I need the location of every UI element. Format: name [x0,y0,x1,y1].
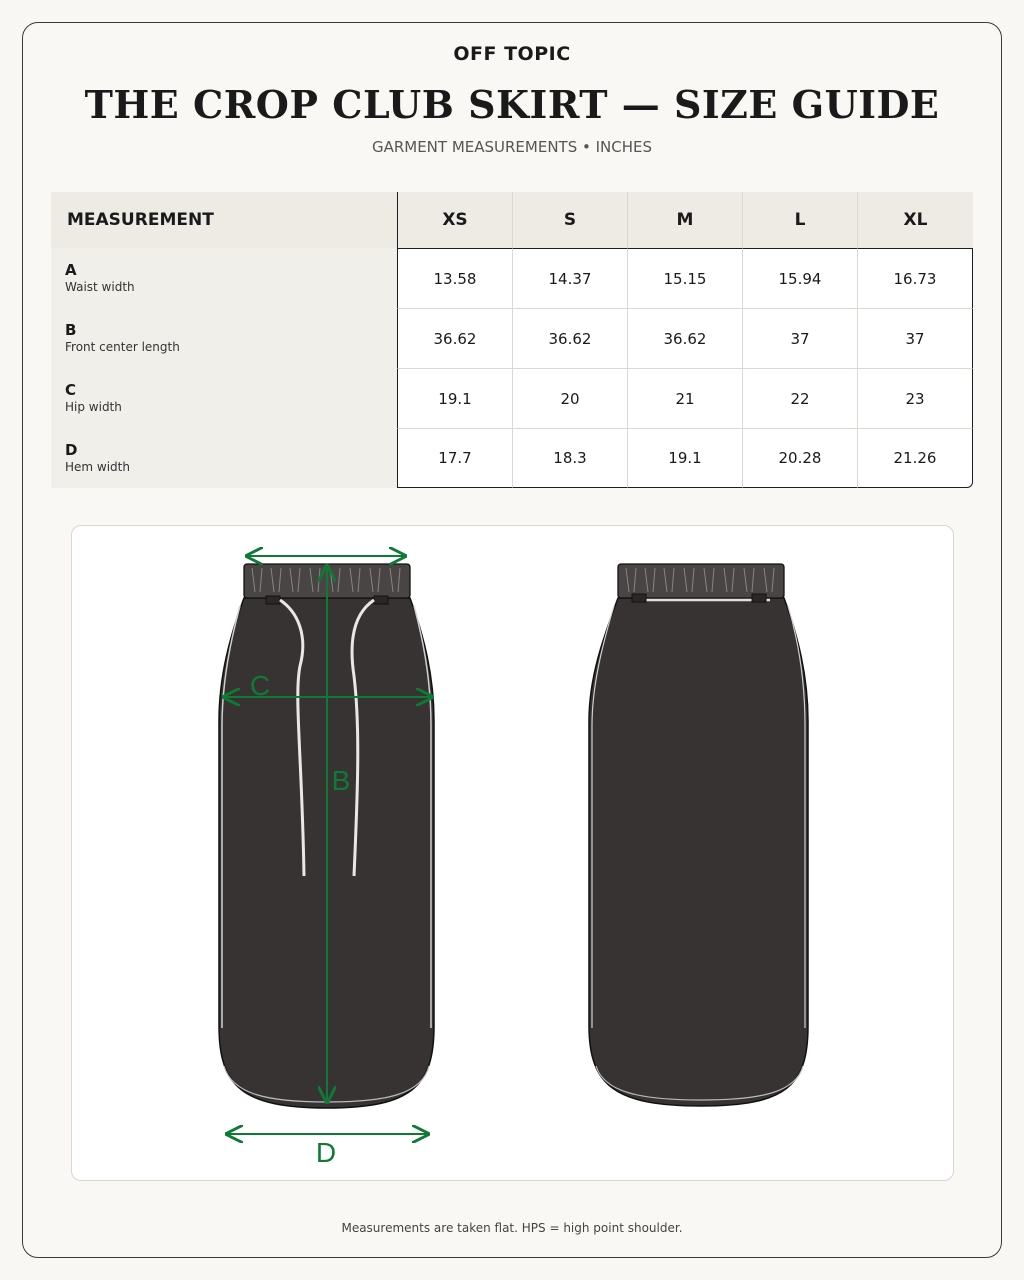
table-cell: 21.26 [857,428,973,488]
table-cell: 17.7 [397,428,512,488]
measurement-code: D [65,441,78,459]
measurement-code: A [65,261,77,279]
table-cell: 37 [742,308,857,368]
table-cell: 37 [857,308,973,368]
measurement-label [51,428,397,488]
table-cell: 13.58 [397,248,512,308]
drawcord-eyelet-right [374,596,388,604]
table-cell: 21 [627,368,742,428]
table-cell: 14.37 [512,248,627,308]
page-title: THE CROP CLUB SKIRT — SIZE GUIDE [84,82,940,127]
skirt-back-illustration [589,564,808,1106]
table-cell: 19.1 [627,428,742,488]
skirt-back-body [589,598,808,1106]
measurement-column-header: MEASUREMENT [51,192,397,248]
measurement-description: Hem width [65,460,130,474]
hem-label: D [315,1137,337,1168]
length-label: B [331,765,351,796]
table-cell: 22 [742,368,857,428]
footnote: Measurements are taken flat. HPS = high point shoulder. [341,1221,683,1235]
hip-label: C [249,670,271,701]
table-row [51,428,973,488]
back-tab-right [752,594,766,602]
size-table [51,192,973,488]
size-header-s: S [512,192,627,248]
table-cell: 19.1 [397,368,512,428]
drawcord-eyelet-left [266,596,280,604]
table-row [51,308,973,368]
size-header-l: L [742,192,857,248]
size-header-m: M [627,192,742,248]
page-subtitle: GARMENT MEASUREMENTS • INCHES [371,138,653,156]
size-header-xl: XL [857,192,973,248]
size-header-xs: XS [397,192,512,248]
table-cell: 16.73 [857,248,973,308]
measurement-code: C [65,381,77,399]
table-cell: 36.62 [397,308,512,368]
table-cell: 20.28 [742,428,857,488]
back-tab-left [632,594,646,602]
table-row [51,248,973,308]
skirt-back-waistband [618,564,784,598]
measurement-label [51,248,397,308]
table-cell: 18.3 [512,428,627,488]
table-cell: 15.15 [627,248,742,308]
brand-name: OFF TOPIC [453,43,571,65]
measurement-description: Front center length [65,340,180,354]
table-cell: 20 [512,368,627,428]
table-cell: 15.94 [742,248,857,308]
measurement-label [51,308,397,368]
measurement-description: Hip width [65,400,122,414]
garment-diagram-panel [71,525,954,1181]
table-cell: 36.62 [512,308,627,368]
table-header-row [51,192,973,248]
table-cell: 23 [857,368,973,428]
measurement-label [51,368,397,428]
garment-diagram [72,526,955,1182]
measurement-description: Waist width [65,280,135,294]
table-row [51,368,973,428]
measurement-code: B [65,321,77,339]
table-cell: 36.62 [627,308,742,368]
